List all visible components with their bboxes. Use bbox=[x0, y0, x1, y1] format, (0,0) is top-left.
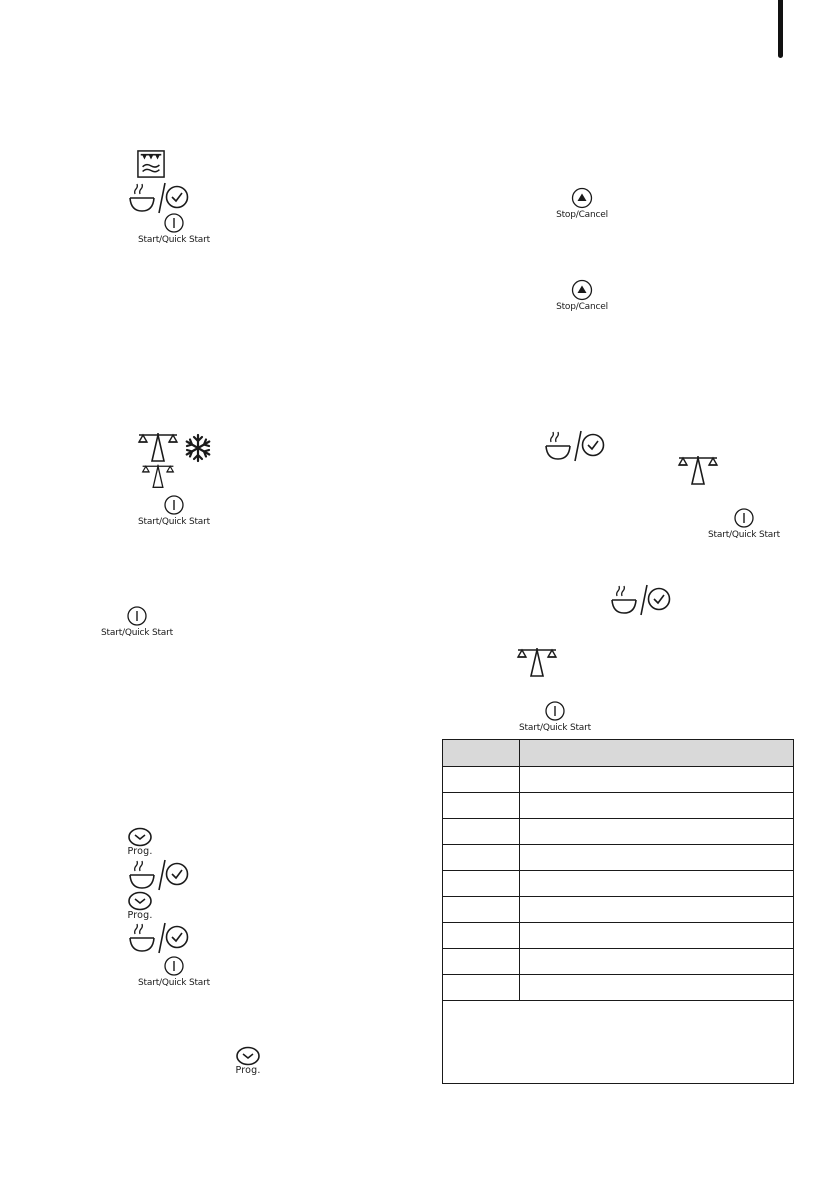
clock-icon bbox=[127, 827, 153, 847]
start-power-icon bbox=[127, 605, 147, 627]
table-cell bbox=[520, 793, 794, 819]
table-cell bbox=[443, 897, 520, 923]
table-header-cell bbox=[520, 740, 794, 767]
table-cell bbox=[520, 923, 794, 949]
clock-icon bbox=[235, 1046, 261, 1066]
table-cell bbox=[520, 949, 794, 975]
table-row bbox=[443, 975, 794, 1001]
steaming-bowl-clock-icon[interactable] bbox=[129, 857, 189, 891]
stop-triangle-icon bbox=[571, 187, 593, 209]
start-quick-start-button[interactable] bbox=[132, 494, 216, 527]
steaming-bowl-clock-icon[interactable] bbox=[611, 582, 671, 616]
table-cell bbox=[520, 975, 794, 1001]
snowflake-icon bbox=[183, 433, 213, 463]
start-quick-start-button[interactable] bbox=[132, 212, 216, 245]
table-row bbox=[443, 845, 794, 871]
program-table bbox=[442, 739, 794, 1084]
prog-label: Prog. bbox=[235, 1065, 261, 1076]
table-header-row bbox=[443, 740, 794, 767]
table-note bbox=[443, 1001, 794, 1084]
start-quick-start-button[interactable] bbox=[702, 507, 786, 540]
start-quick-start-button[interactable] bbox=[513, 700, 597, 733]
table-cell bbox=[443, 975, 520, 1001]
prog-button[interactable] bbox=[120, 827, 160, 857]
start-power-icon bbox=[734, 507, 754, 529]
start-power-icon bbox=[164, 494, 184, 516]
table-cell bbox=[443, 923, 520, 949]
scale-icon[interactable] bbox=[141, 462, 175, 490]
prog-label: Prog. bbox=[127, 910, 153, 921]
steaming-bowl-clock-icon[interactable] bbox=[129, 920, 189, 954]
start-quick-start-button[interactable] bbox=[132, 955, 216, 988]
start-label: Start/Quick Start bbox=[708, 530, 780, 540]
stop-triangle-icon bbox=[571, 279, 593, 301]
start-label: Start/Quick Start bbox=[138, 517, 210, 527]
scale-icon[interactable] bbox=[516, 647, 558, 677]
table-row bbox=[443, 793, 794, 819]
table-cell bbox=[443, 845, 520, 871]
stop-cancel-button[interactable] bbox=[552, 187, 612, 220]
prog-label: Prog. bbox=[127, 846, 153, 857]
start-label: Start/Quick Start bbox=[519, 723, 591, 733]
table-cell bbox=[520, 819, 794, 845]
table-row bbox=[443, 871, 794, 897]
start-label: Start/Quick Start bbox=[138, 978, 210, 988]
table-cell bbox=[520, 897, 794, 923]
table-row bbox=[443, 897, 794, 923]
start-power-icon bbox=[164, 955, 184, 977]
clock-icon bbox=[127, 891, 153, 911]
table-row bbox=[443, 767, 794, 793]
table-cell bbox=[443, 819, 520, 845]
prog-button[interactable] bbox=[228, 1046, 268, 1076]
stop-label: Stop/Cancel bbox=[556, 210, 608, 220]
prog-button[interactable] bbox=[120, 891, 160, 921]
grill-icon bbox=[137, 149, 165, 179]
table-header-cell bbox=[443, 740, 520, 767]
steaming-bowl-clock-icon[interactable] bbox=[129, 180, 189, 214]
table-row bbox=[443, 949, 794, 975]
table-note-row bbox=[443, 1001, 794, 1084]
stop-cancel-button[interactable] bbox=[552, 279, 612, 312]
table-cell bbox=[520, 767, 794, 793]
start-power-icon bbox=[164, 212, 184, 234]
scale-icon[interactable] bbox=[137, 432, 179, 462]
table-row bbox=[443, 923, 794, 949]
start-label: Start/Quick Start bbox=[101, 628, 173, 638]
table-cell bbox=[443, 949, 520, 975]
start-label: Start/Quick Start bbox=[138, 235, 210, 245]
page-cut-mark bbox=[778, 0, 783, 58]
stop-label: Stop/Cancel bbox=[556, 302, 608, 312]
table-cell bbox=[443, 767, 520, 793]
steaming-bowl-clock-icon[interactable] bbox=[545, 428, 605, 462]
table-cell bbox=[443, 871, 520, 897]
start-power-icon bbox=[545, 700, 565, 722]
table-row bbox=[443, 819, 794, 845]
scale-icon[interactable] bbox=[677, 455, 719, 485]
table-cell bbox=[443, 793, 520, 819]
table-cell bbox=[520, 845, 794, 871]
start-quick-start-button[interactable] bbox=[95, 605, 179, 638]
table-cell bbox=[520, 871, 794, 897]
